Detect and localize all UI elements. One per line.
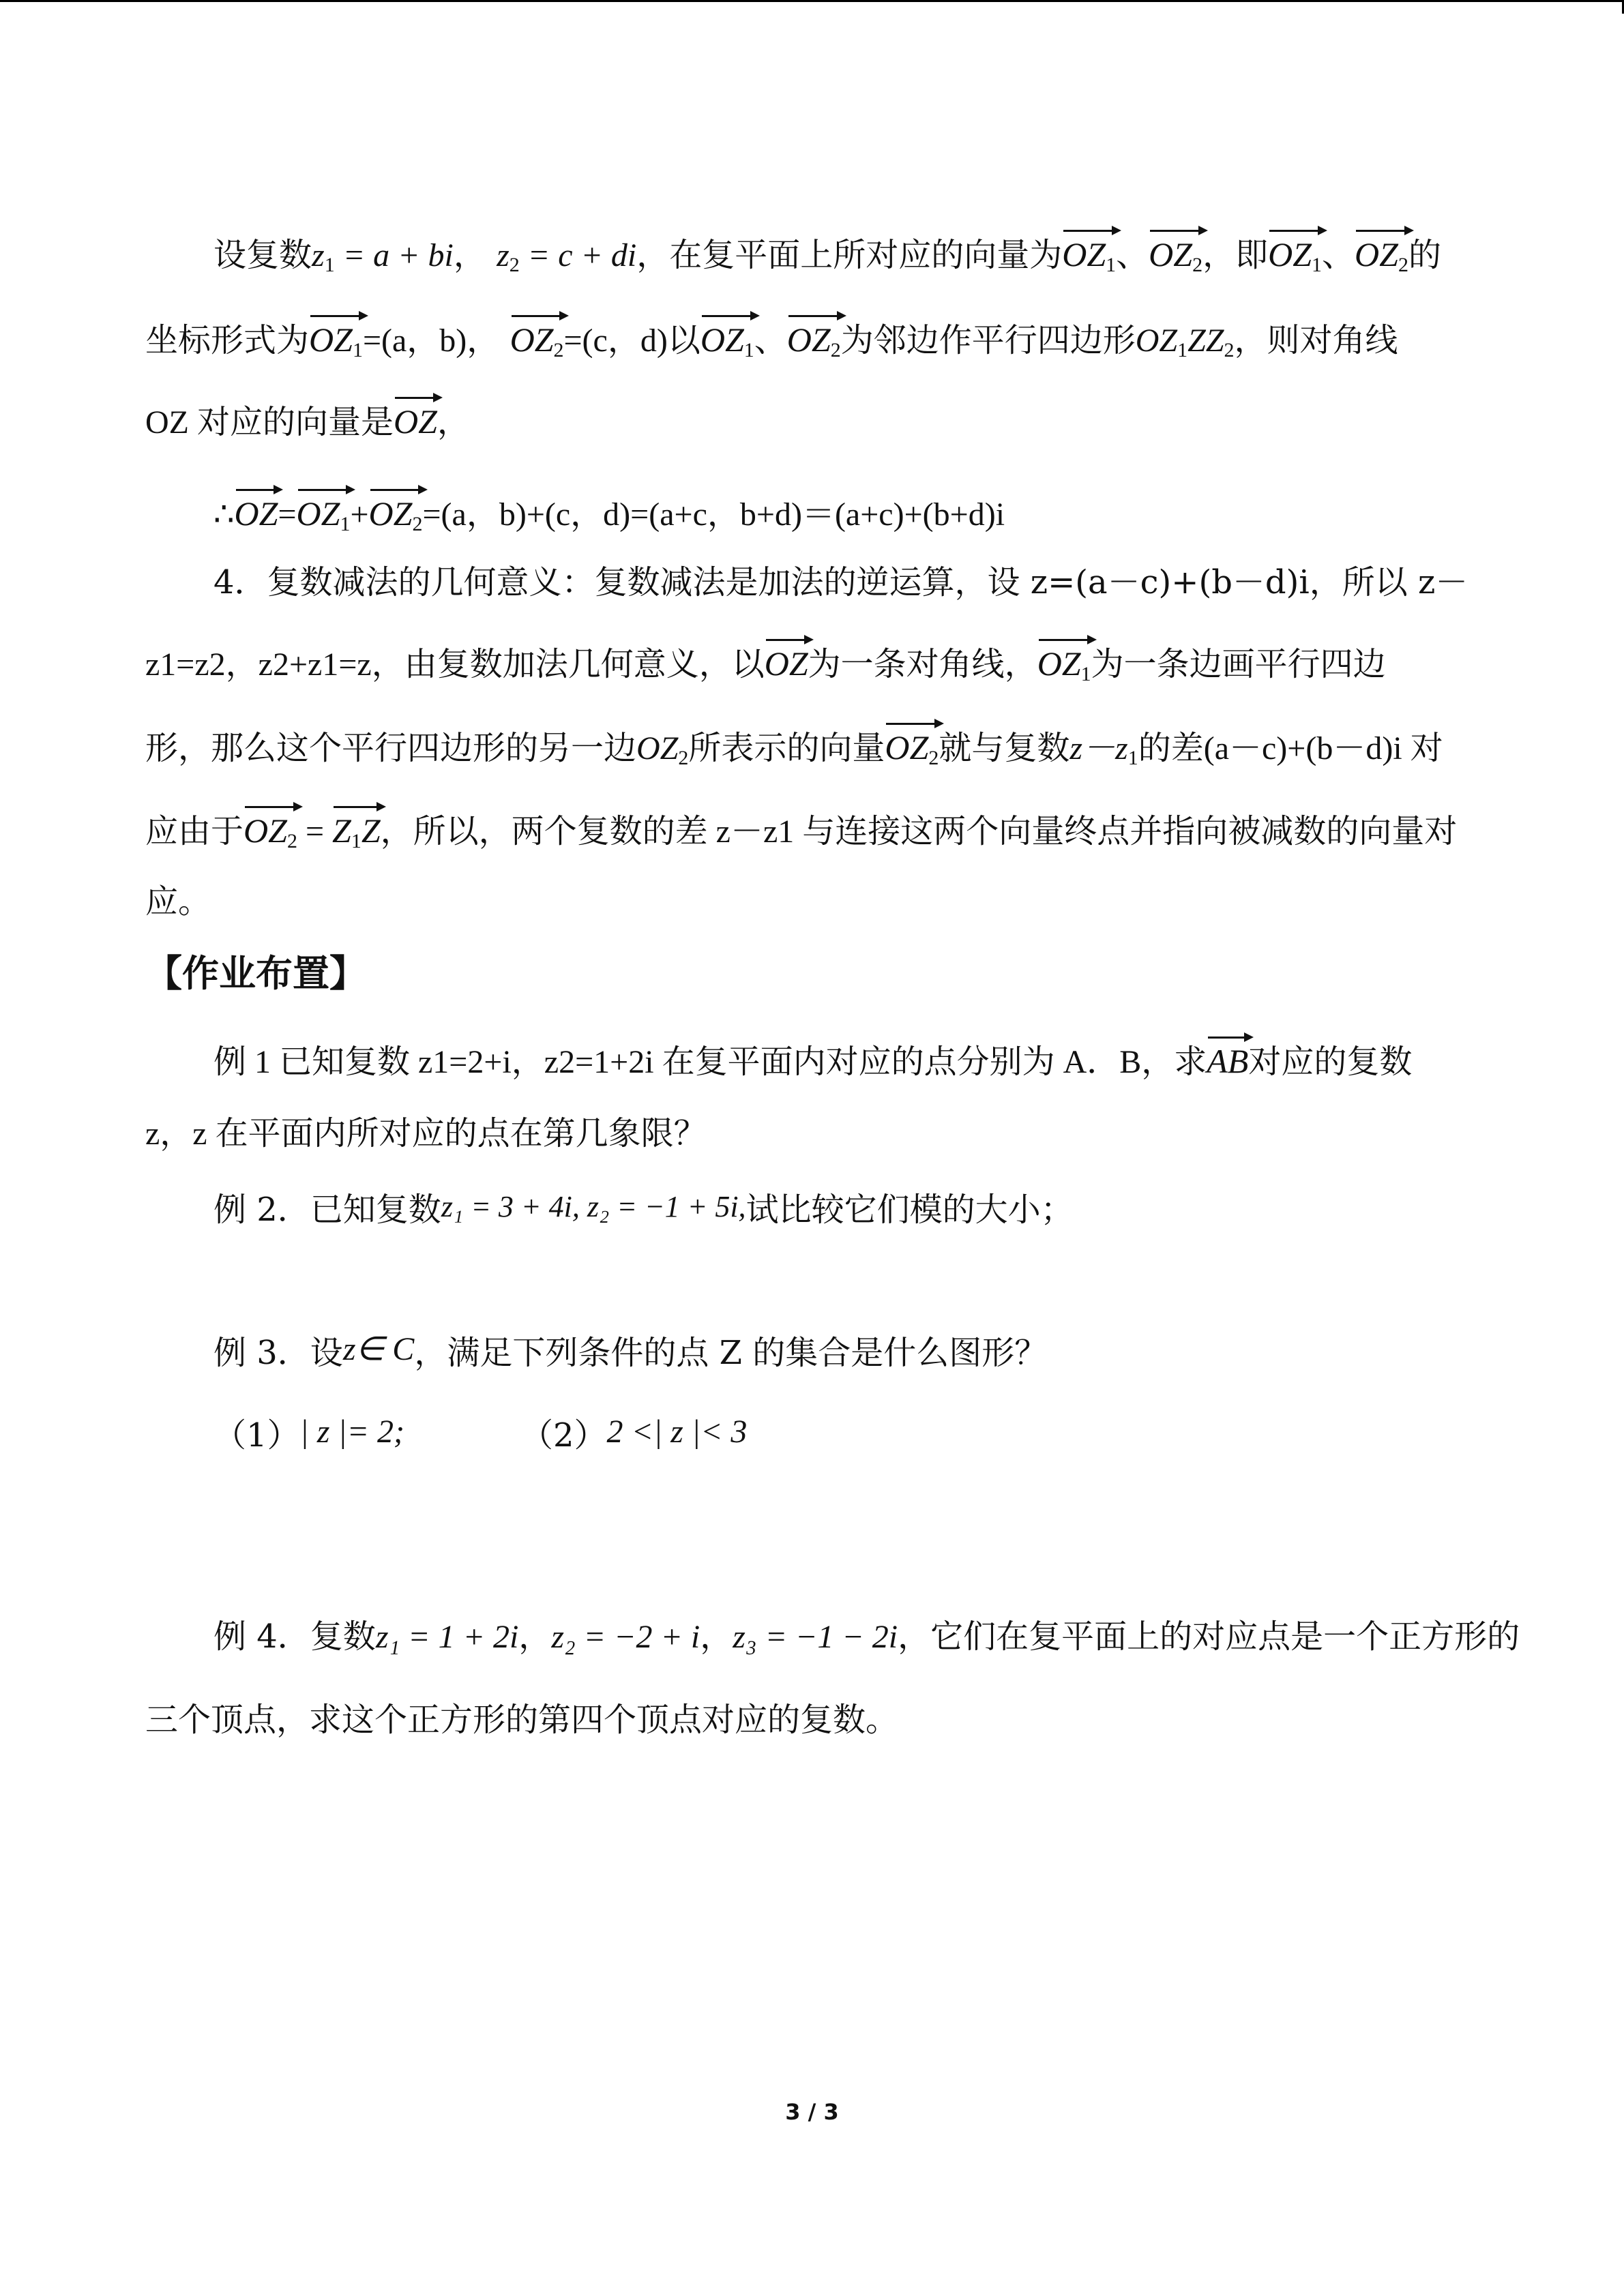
p2-line1: 4．复数减法的几何意义：复数减法是加法的逆运算，设 z=(a－c)+(b－d)i，所以 z－: [213, 563, 1468, 601]
vector-oz1: $OZ_1$: [1268, 228, 1322, 276]
vector-oz2: $OZ_2$: [1149, 228, 1202, 276]
example-3-conditions: （1）| z |= 2; （2）2 <| z |< 3: [213, 1414, 748, 1455]
p2-line5: 应。: [145, 882, 211, 921]
vector-oz: OZ: [765, 638, 808, 685]
p2-line2: z1=z2，z2+z1=z，由复数加法几何意义，以OZ为一条对角线，$OZ_1$为一条边画平行四边: [145, 638, 1482, 687]
vector-oz2: $OZ_2$: [369, 488, 423, 535]
vector-oz1: $OZ_1$: [700, 314, 754, 361]
page-number: 3 / 3: [785, 2099, 839, 2125]
vector-oz1: $OZ_1$: [309, 314, 363, 361]
example-1-line1: 例 1 已知复数 z1=2+i，z2=1+2i 在复平面内对应的点分别为 A．B，求AB对应的复数: [213, 1035, 1482, 1084]
parallelogram-name: $OZ_1ZZ_2$: [1135, 323, 1235, 361]
p2-line3: 形，那么这个平行四边形的另一边$OZ_2$所表示的向量$OZ_2$就与复数$z-z_1$的差(a－c)+(b－d)i 对: [145, 721, 1482, 771]
vector-oz2: $OZ_2$: [243, 805, 297, 852]
example-3: 例 3．设z∈ C，满足下列条件的点 Z 的集合是什么图形？: [213, 1331, 1048, 1372]
vector-oz: OZ: [394, 396, 437, 443]
vector-oz2: $OZ_2$: [787, 314, 841, 361]
section-heading: 【作业布置】: [145, 952, 366, 995]
p1-line3: OZ 对应的向量是OZ，: [145, 396, 1482, 445]
vector-oz2: $OZ_2$: [510, 314, 564, 361]
vector-oz2: $OZ_2$: [885, 721, 939, 769]
example-2: 例 2．已知复数z₁ = 3 + 4i, z₂ = −1 + 5i,试比较它们模的大小；: [213, 1190, 1074, 1229]
p1-line4: $\therefore OZ=OZ_1+OZ_2=(a$，b)+(c，d)=(a+c，b+d)＝(a+c)+(b+d)i: [213, 488, 1482, 537]
vector-oz: OZ: [235, 488, 278, 535]
top-border: [0, 0, 1624, 2]
example-1-line2: z，z 在平面内所对应的点在第几象限？: [145, 1116, 707, 1152]
p2-line4: 应由于$OZ_2 = Z_1Z$，所以，两个复数的差 z－z1 与连接这两个向量终点并指向被减数的向量对: [145, 805, 1482, 854]
p1-line1: 设复数$z_1 = a$ + bi， $z_2 = c$ + di，在复平面上所对应的向量为$OZ_1$、$OZ_2$，即$OZ_1$、$OZ_2$的: [213, 228, 1482, 278]
p1-line2: 坐标形式为$OZ_1=(a$，b)， $OZ_2=(c$，d)以$OZ_1$、$OZ_2$为邻边作平行四边形$OZ_1ZZ_2$，则对角线: [145, 314, 1482, 363]
vector-z1z: $Z_1Z$: [332, 805, 381, 852]
vector-oz2: $OZ_2$: [1355, 228, 1408, 276]
vector-oz1: $OZ_1$: [1037, 638, 1091, 685]
example-4-line1: 例 4．复数z₁ = 1 + 2i，z₂ = −2 + i，z₃ = −1 − 2i，它们在复平面上的对应点是一个正方形的: [213, 1617, 1520, 1656]
vector-ab: AB: [1207, 1035, 1248, 1083]
vector-oz1: $OZ_1$: [297, 488, 351, 535]
vector-oz1: $OZ_1$: [1062, 228, 1116, 276]
example-4-line2: 三个顶点，求这个正方形的第四个顶点对应的复数。: [145, 1701, 899, 1739]
